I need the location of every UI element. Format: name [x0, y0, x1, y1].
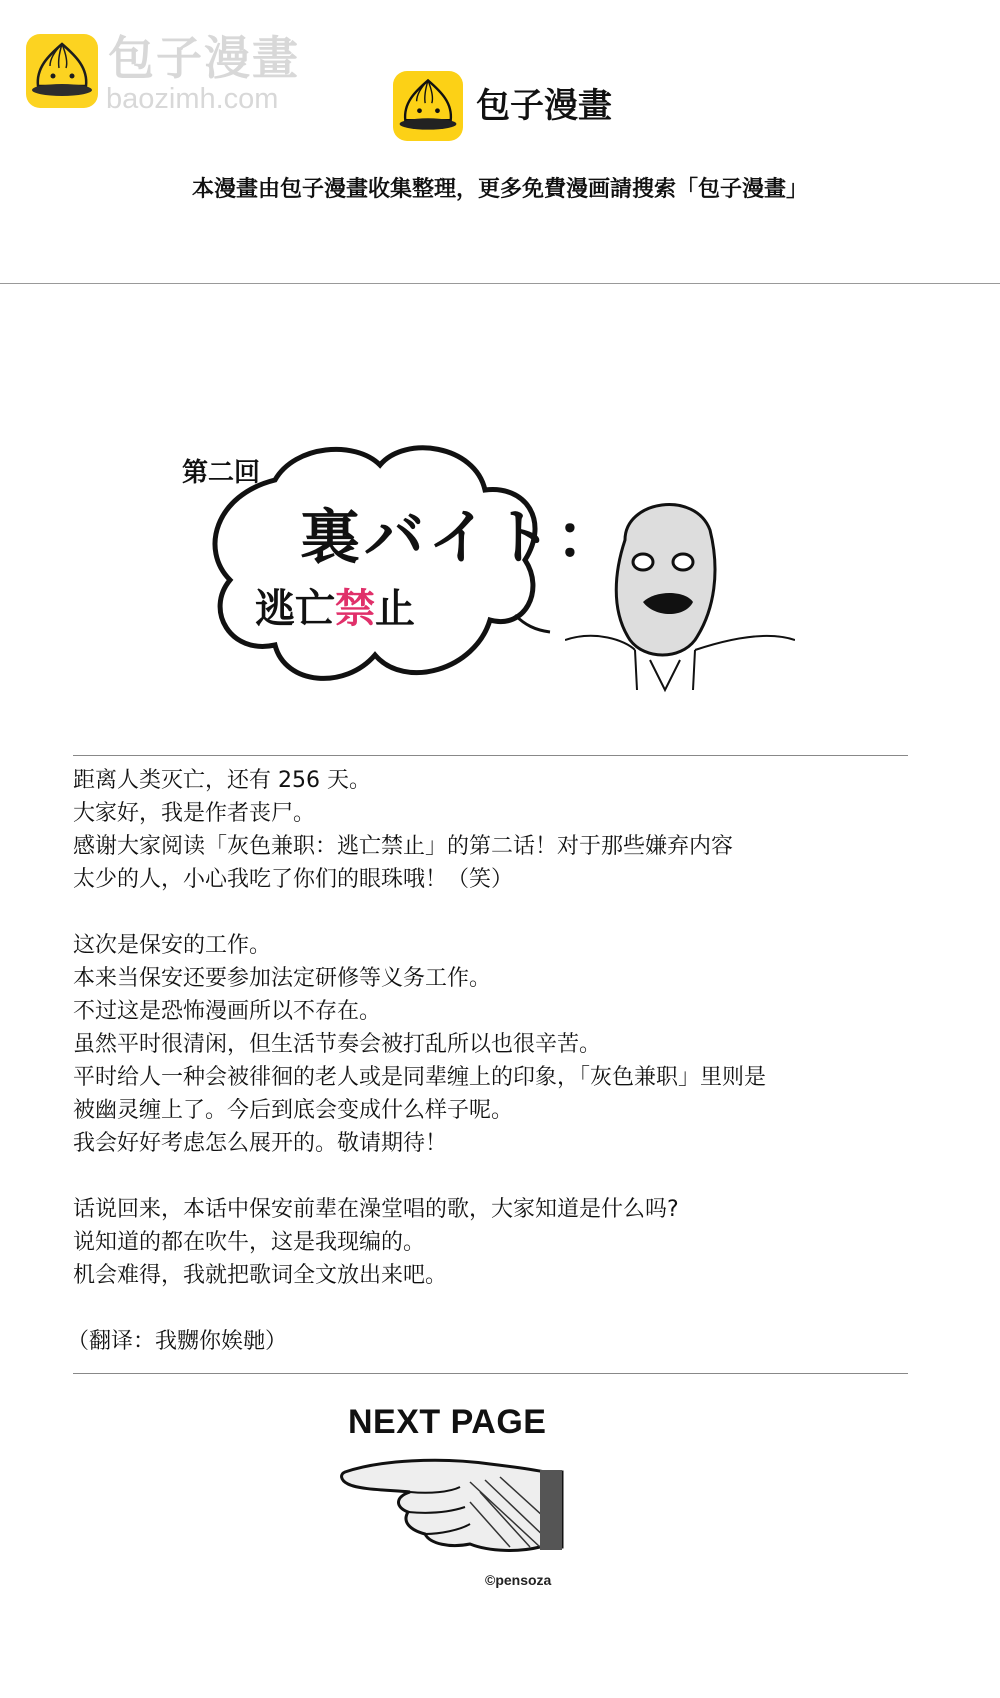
watermark-title: 包子漫畫 — [108, 31, 300, 85]
note-paragraph — [67, 1325, 933, 1358]
series-title: 裏バイト： — [300, 503, 620, 573]
note-paragraph — [73, 929, 933, 1160]
note-line: 距离人类灭亡，还有 256 天。 — [73, 768, 371, 793]
content-rule-bottom — [73, 1373, 908, 1374]
note-line: 话说回来，本话中保安前辈在澡堂唱的歌，大家知道是什么吗? — [73, 1197, 679, 1222]
image-credit: ©pensoza — [485, 1572, 552, 1588]
note-line: 说知道的都在吹牛，这是我现编的。 — [73, 1230, 426, 1255]
pointing-hand-icon — [340, 1452, 565, 1562]
brand-logo-icon — [393, 71, 463, 141]
brand-title: 包子漫畫 — [476, 86, 612, 126]
note-line: 太少的人，小心我吃了你们的眼珠哦！（笑） — [73, 867, 514, 892]
tagline: 本漫畫由包子漫畫收集整理，更多免費漫画請搜索「包子漫畫」 — [191, 177, 808, 202]
header-divider — [0, 283, 1000, 284]
note-line: 大家好，我是作者丧尸。 — [73, 801, 316, 826]
subtitle-end: 止 — [375, 585, 415, 632]
note-line: （翻译：我嬲你娭毑） — [67, 1329, 288, 1354]
content-rule-top — [73, 755, 908, 756]
subtitle-red-part: 禁 — [335, 585, 375, 632]
zombie-illustration-icon — [565, 490, 795, 720]
note-paragraph — [73, 764, 933, 896]
series-subtitle — [255, 585, 415, 633]
note-line: 本来当保安还要参加法定研修等义务工作。 — [73, 966, 492, 991]
watermark-logo-icon — [26, 34, 98, 108]
note-line: 感谢大家阅读「灰色兼职：逃亡禁止」的第二话！对于那些嫌弃内容 — [73, 834, 734, 859]
subtitle-part: 逃亡 — [255, 585, 335, 632]
note-line: 被幽灵缠上了。今后到底会变成什么样子呢。 — [73, 1098, 514, 1123]
watermark-url: baozimh.com — [106, 83, 279, 115]
note-line: 不过这是恐怖漫画所以不存在。 — [73, 999, 382, 1024]
note-line: 机会难得，我就把歌词全文放出来吧。 — [73, 1263, 448, 1288]
note-line: 平时给人一种会被徘徊的老人或是同辈缠上的印象，「灰色兼职」里则是 — [73, 1065, 767, 1090]
episode-label: 第二回 — [182, 458, 261, 488]
note-line: 这次是保安的工作。 — [73, 933, 272, 958]
next-page-label: NEXT PAGE — [348, 1403, 547, 1441]
note-line: 我会好好考虑怎么展开的。敬请期待！ — [73, 1131, 448, 1156]
note-paragraph — [73, 1193, 933, 1292]
author-note — [67, 764, 933, 1391]
note-line: 虽然平时很清闲，但生活节奏会被打乱所以也很辛苦。 — [73, 1032, 602, 1057]
